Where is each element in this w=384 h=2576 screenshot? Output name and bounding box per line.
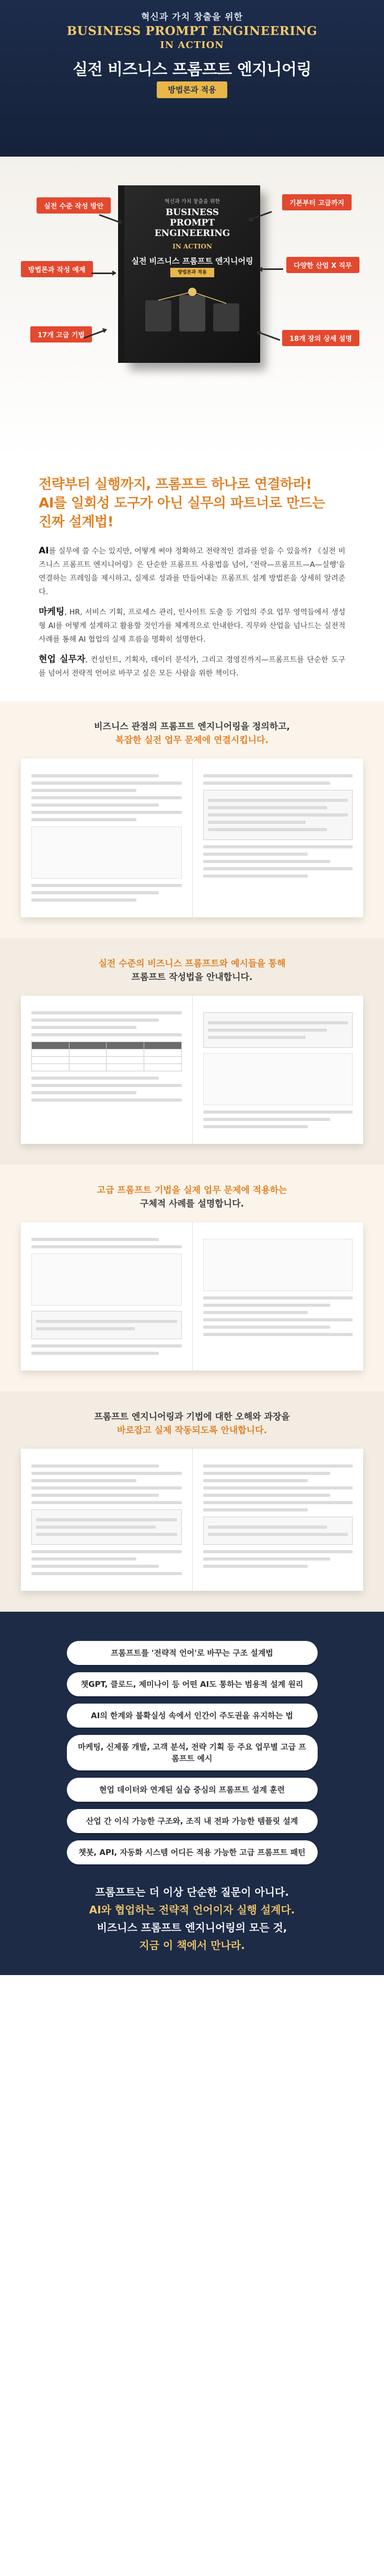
book-badge: 방법론과 적용: [170, 268, 214, 277]
book-illustration-icon: [140, 285, 245, 342]
highlight-pill: 챗GPT, 클로드, 제미나이 등 어떤 AI도 통하는 범용적 설계 원리: [67, 1672, 318, 1696]
book-cover: [124, 185, 260, 363]
tag-techniques: 17개 고급 기법: [30, 326, 92, 342]
tag-methodology: 방법론과 작성 예제: [21, 261, 93, 277]
feature-section: [0, 1391, 384, 1612]
section-title-highlight: 복잡한 실전 업무 문제에 연결시킵니다.: [115, 735, 269, 746]
page-table: [31, 1042, 182, 1071]
book-title-en: [124, 207, 260, 239]
hero-badge: 방법론과 적용: [157, 81, 227, 98]
intro-paragraph: [39, 653, 345, 680]
hero-title-en-2: IN ACTION: [160, 40, 224, 51]
book-title-line: ENGINEERING: [154, 228, 230, 239]
section-title-highlight: 바로잡고 실제 작동되도록 안내합니다.: [117, 1425, 267, 1436]
example-box: [31, 1311, 182, 1339]
section-title-highlight: 실전 수준의 비즈니스 프롬프트와 예시들을 통해: [98, 959, 286, 969]
book-title-in-action: IN ACTION: [172, 243, 212, 250]
closing-line: 비즈니스 프롬프트 엔지니어링의 모든 것,: [97, 1921, 287, 1934]
book-title-line: PROMPT: [170, 218, 215, 228]
highlight-pill: 프롬프트를 '전략적 언어'로 바꾸는 구조 설계법: [67, 1641, 318, 1665]
hero-title-ko: 실전 비즈니스 프롬프트 엔지니어링: [72, 61, 312, 79]
tag-industries: 다양한 산업 X 직무: [286, 257, 359, 273]
closing-line: AI와 협업하는 전략적 언어이자 실행 설계다.: [89, 1904, 295, 1916]
intro-headline-line: 진짜 설계법!: [39, 514, 113, 530]
highlight-pill: 현업 데이터와 연계된 실습 중심의 프롬프트 설계 훈련: [67, 1778, 318, 1802]
hero-subtitle: 혁신과 가치 창출을 위한: [141, 12, 243, 22]
right-page: [192, 1222, 364, 1370]
hero: [0, 0, 384, 459]
book-spread-preview: [21, 1222, 363, 1370]
right-page: [192, 1449, 364, 1591]
feature-section: [0, 701, 384, 938]
book-spread-preview: [21, 996, 363, 1144]
book-title-ko: 실전 비즈니스 프롬프트 엔지니어링: [131, 256, 253, 266]
page-figure: [31, 826, 182, 879]
left-page: [21, 759, 192, 917]
intro-paragraph: [39, 544, 345, 599]
intro-text: 를 실무에 쓸 수는 있지만, 어떻게 써야 정확하고 전략적인 결과를 얻을 수 있을까? 《실전 비즈니스 프롬프트 엔지니어링》은 단순한 프롬프트 사용법을 넘어, '전략—프롬프트—A—실행'을 연결하는 프레임을 제시하고, 실제로 성과를 만들어내는 프롬프트 설계 방법론을 상세히 알려준다.: [39, 547, 345, 596]
arrow-icon: [259, 268, 283, 270]
feature-section: [0, 938, 384, 1165]
section-title-line: 구체적 사례를 설명합니다.: [140, 1199, 244, 1209]
section-title-line: 프롬프트 엔지니어링과 기법에 대한 오해와 과장을: [94, 1412, 290, 1422]
section-title: [21, 720, 363, 747]
book-spread-preview: [21, 1449, 363, 1591]
highlights-section: [0, 1612, 384, 1975]
section-title-line: 비즈니스 관점의 프롬프트 엔지니어링을 정의하고,: [94, 722, 290, 732]
intro-paragraph: [39, 605, 345, 646]
example-box: [31, 1509, 182, 1545]
book-title-line: BUSINESS: [165, 207, 219, 218]
example-box: [203, 1012, 353, 1048]
intro-lead: 마케팅: [39, 607, 65, 617]
left-page: [21, 1449, 192, 1591]
book-spread-preview: [21, 759, 363, 917]
intro-text: , 컨설턴트, 기획자, 데이터 분석가, 그리고 경영진까지—프롬프트를 단순한 도구를 넘어서 전략적 언어로 바꾸고 싶은 모든 사람을 위한 책이다.: [39, 656, 345, 678]
left-page: [21, 996, 192, 1144]
page-chart: [203, 1053, 353, 1105]
book-kicker: 혁신과 가치 창출을 위한: [164, 199, 220, 205]
right-page: [192, 996, 364, 1144]
feature-section: [0, 1165, 384, 1391]
intro-headline-line: AI를 일회성 도구가 아닌 실무의 파트너로 만드는: [39, 495, 325, 511]
page-diagram: [31, 1254, 182, 1306]
tag-chapters: 18개 장의 상세 설명: [282, 330, 359, 346]
right-page: [192, 759, 364, 917]
page-chart: [203, 1239, 353, 1291]
highlight-pill: 챗봇, API, 자동화 시스템 어디든 적용 가능한 고급 프롬프트 패턴: [67, 1840, 318, 1864]
intro-text: , HR, 서비스 기획, 프로세스 관리, 인사이트 도출 등 기업의 주요 업무 영역들에서 생성형 AI를 어떻게 설계하고 활용할 것인가를 체계적으로 안내한다. 직무와 산업을 넘나드는 실전적 사례를 통해 AI 협업의 실제 흐름을 명확히 설명한다.: [39, 608, 345, 644]
highlight-pill: 산업 간 이식 가능한 구조와, 조직 내 전파 가능한 템플릿 설계: [67, 1809, 318, 1833]
intro-headline: [39, 475, 345, 531]
intro-headline-line: 전략부터 실행까지, 프롬프트 하나로 연결하라!: [39, 477, 312, 492]
closing-message: [0, 1883, 384, 1954]
section-title-highlight: 고급 프롬프트 기법을 실제 업무 문제에 적용하는: [97, 1185, 287, 1196]
example-box: [203, 1517, 353, 1545]
section-title: [21, 1184, 363, 1211]
left-page: [21, 1222, 192, 1370]
tag-practical: 실전 수준 작성 방안: [37, 197, 111, 214]
section-title: [21, 1410, 363, 1437]
highlight-pill: AI의 한계와 불확실성 속에서 인간이 주도권을 유지하는 법: [67, 1704, 318, 1728]
closing-line: 지금 이 책에서 만나라.: [139, 1939, 245, 1952]
section-title: [21, 957, 363, 984]
intro-lead: 현업 실무자: [39, 654, 86, 665]
closing-line: 프롬프트는 더 이상 단순한 질문이 아니다.: [95, 1886, 289, 1898]
example-box: [203, 790, 353, 840]
arrow-icon: [91, 273, 115, 274]
section-title-line: 프롬프트 작성법을 안내합니다.: [131, 972, 253, 983]
intro-section: [0, 459, 384, 701]
highlight-pill: 마케팅, 신제품 개발, 고객 분석, 전략 기획 등 주요 업무별 고급 프롬프트 예시: [67, 1735, 318, 1770]
hero-title-en-1: BUSINESS PROMPT ENGINEERING: [66, 24, 318, 38]
tag-basics-to-advanced: 기본부터 고급까지: [282, 194, 352, 210]
intro-lead: AI: [39, 546, 49, 556]
